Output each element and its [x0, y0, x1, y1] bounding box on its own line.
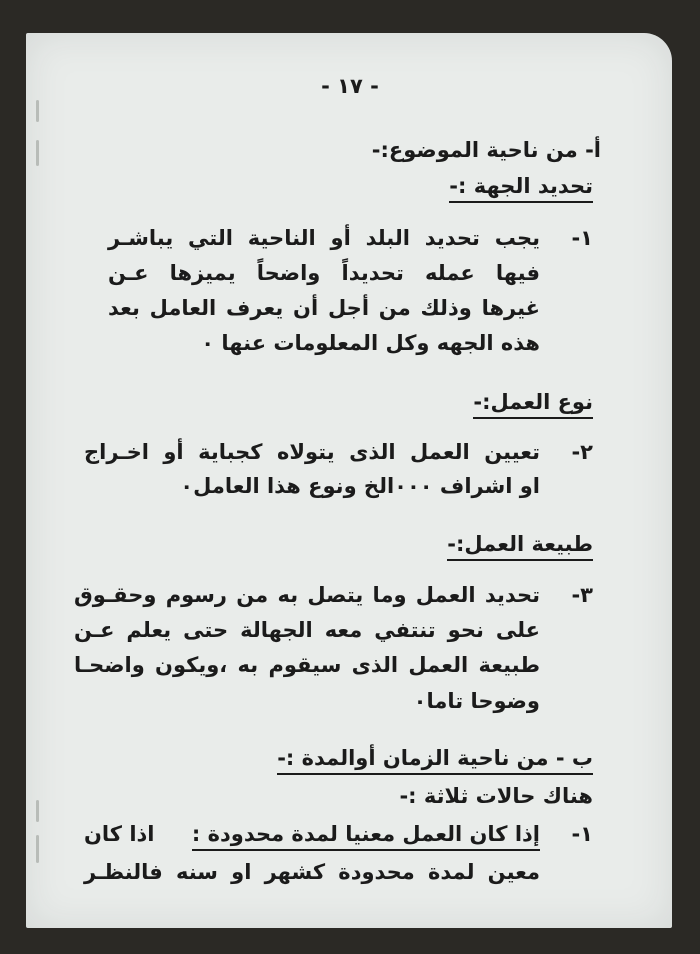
item-1-number: ١- [571, 226, 593, 250]
item-2-number: ٢- [571, 440, 593, 464]
item-3-line: وضوحا تاما٠ [413, 689, 540, 713]
item-3-line: تحديد العمل وما يتصل به من رسوم وحقـوق [74, 583, 540, 607]
heading-work-nature: طبيعة العمل:- [447, 532, 593, 561]
item-3-line: طبيعة العمل الذى سيقوم به ،ويكون واضحـا [74, 653, 540, 677]
heading-work-type: نوع العمل:- [473, 390, 593, 419]
case-1-continuation: اذا كان [84, 822, 155, 846]
item-2-line: تعيين العمل الذى يتولاه كجباية أو اخـراج [84, 440, 540, 464]
item-3-line: على نحو تنتفي معه الجهالة حتى يعلم عـن [74, 618, 540, 642]
item-1-line: غيرها وذلك من أجل أن يعرف العامل بعد [108, 296, 540, 320]
binder-hole-mark [36, 835, 39, 863]
section-a-heading: أ- من ناحية الموضوع:- [371, 138, 601, 162]
item-1-line: فيها عمله تحديداً واضحاً يميزها عـن [108, 261, 540, 285]
item-1-line: هذه الجهه وكل المعلومات عنها ٠ [201, 331, 540, 355]
case-1-underlined: إذا كان العمل معنيا لمدة محدودة : [192, 822, 540, 851]
section-b-heading: ب - من ناحية الزمان أوالمدة :- [277, 746, 593, 775]
page-number: - ١٧ - [321, 74, 379, 98]
case-1-line: معين لمدة محدودة كشهر او سنه فالنظـر [84, 860, 540, 884]
item-3-number: ٣- [571, 583, 593, 607]
binder-hole-mark [36, 800, 39, 822]
item-2-line: او اشراف ٠٠٠الخ ونوع هذا العامل٠ [180, 474, 540, 498]
heading-determine-party: تحديد الجهة :- [449, 174, 593, 203]
cases-intro: هناك حالات ثلاثة :- [399, 784, 593, 808]
case-1-number: ١- [571, 822, 593, 846]
item-1-line: يجب تحديد البلد أو الناحية التي يباشـر [108, 226, 540, 250]
binder-hole-mark [36, 140, 39, 166]
binder-hole-mark [36, 100, 39, 122]
